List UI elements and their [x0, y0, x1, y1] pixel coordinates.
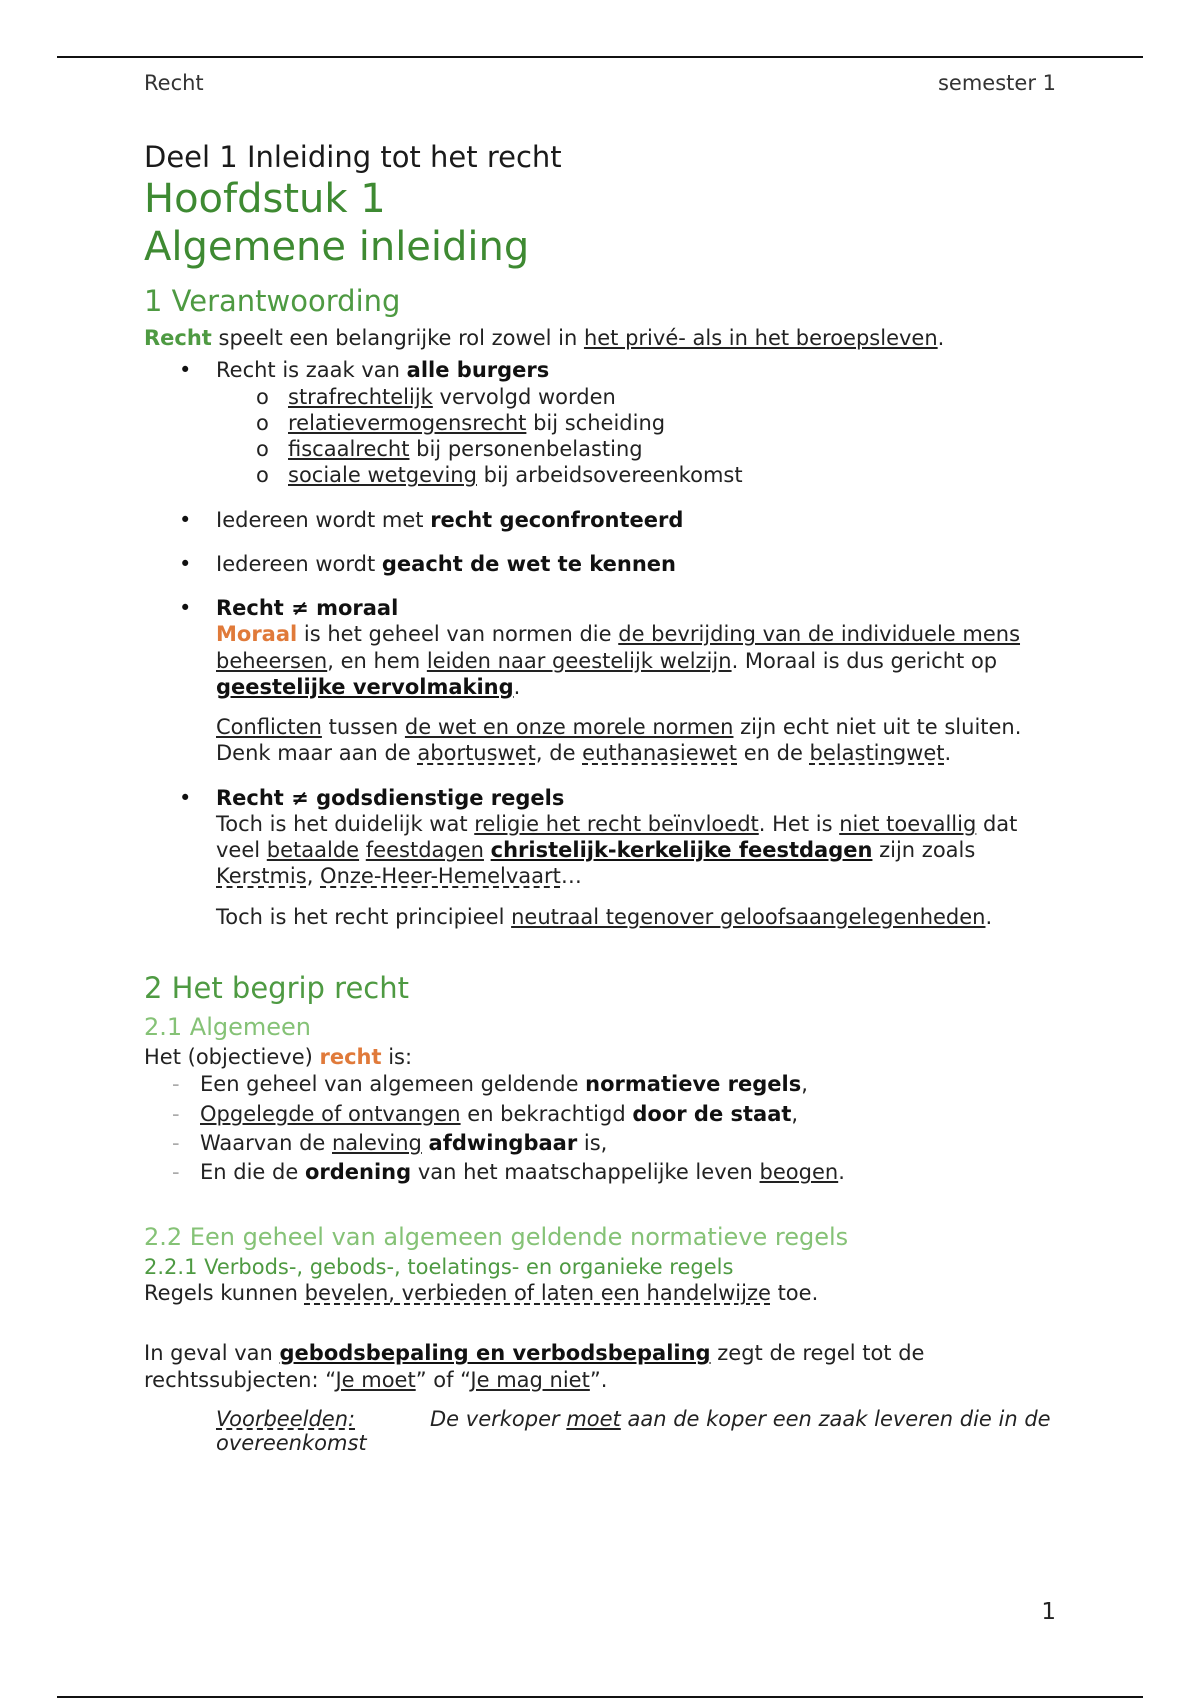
- sub-item: o relatievermogensrecht bij scheiding: [216, 410, 1064, 436]
- bullet-recht-geconfronteerd: • Iedereen wordt met recht geconfronteerd: [144, 507, 1064, 533]
- list-item: - En die de ordening van het maatschappelijke leven beogen.: [144, 1158, 1064, 1187]
- chapter-number: Hoofdstuk 1: [144, 175, 386, 222]
- list-item: - Waarvan de naleving afdwingbaar is,: [144, 1129, 1064, 1158]
- header-right: semester 1: [937, 71, 1056, 95]
- sub-list-burgers: [216, 384, 1064, 489]
- neutraal-paragraph: Toch is het recht principieel neutraal tegenover geloofsaangelegenheden.: [216, 904, 993, 929]
- regels-paragraph: Regels kunnen bevelen, verbieden of laten een handelwijze toe.: [144, 1281, 819, 1306]
- section-2-2-1-title: 2.2.1 Verbods-, gebods-, toelatings- en organieke regels: [144, 1254, 734, 1279]
- section-2-1-title: 2.1 Algemeen: [144, 1013, 312, 1042]
- page-number: 1: [1041, 1599, 1056, 1625]
- list-item: - Een geheel van algemeen geldende normatieve regels,: [144, 1070, 1064, 1099]
- gebodsbepaling-paragraph: In geval van gebodsbepaling en verbodsbepaling zegt de regel tot de rechtssubjecten: “Je moet” of “Je mag niet”.: [144, 1341, 925, 1392]
- section-2-title: 2 Het begrip recht: [144, 970, 409, 1005]
- top-rule: [57, 56, 1143, 58]
- bullet-title: Recht ≠ godsdienstige regels: [216, 785, 565, 810]
- definition-list: [144, 1070, 1064, 1188]
- bullet-wet-kennen: • Iedereen wordt geacht de wet te kennen: [144, 551, 1064, 577]
- bullet-recht-godsdienst: [144, 785, 1064, 930]
- section-2-2-title: 2.2 Een geheel van algemeen geldende normatieve regels: [144, 1222, 849, 1251]
- chapter-title: Algemene inleiding: [144, 223, 530, 270]
- bullet-alle-burgers: • Recht is zaak van alle burgers o strafrechtelijk vervolgd worden o relatievermogensrecht bij scheiding o fiscaalrecht bij personenbelasting o sociale wetgeving bij arbeidsovereenkomst: [144, 357, 1064, 488]
- document-body: [144, 140, 1064, 1455]
- conflicten-paragraph: Conflicten tussen de wet en onze morele normen zijn echt niet uit te sluiten. Denk maar aan de abortuswet, de euthanasiewet en de belastingwet.: [216, 715, 1022, 766]
- part-title: Deel 1 Inleiding tot het recht: [144, 140, 562, 174]
- section-1-bullets: [144, 357, 1064, 930]
- sub-item: o sociale wetgeving bij arbeidsovereenkomst: [216, 462, 1064, 488]
- header-left: Recht: [144, 71, 204, 95]
- bullet-title: Recht ≠ moraal: [216, 596, 399, 621]
- moraal-paragraph: Moraal is het geheel van normen die de bevrijding van de individuele mens beheersen, en hem leiden naar geestelijk welzijn. Moraal is dus gericht op geestelijke vervolmaking.: [216, 622, 1021, 699]
- sub-item: o fiscaalrecht bij personenbelasting: [216, 436, 1064, 462]
- bottom-rule: [57, 1696, 1143, 1698]
- section-1-intro: Recht speelt een belangrijke rol zowel in het privé- als in het beroepsleven.: [144, 326, 945, 351]
- section-2-1-intro: Het (objectieve) recht is:: [144, 1045, 413, 1070]
- bullet-recht-moraal: [144, 595, 1064, 767]
- section-1-title: 1 Verantwoording: [144, 283, 401, 318]
- list-item: - Opgelegde of ontvangen en bekrachtigd door de staat,: [144, 1100, 1064, 1129]
- sub-item: o strafrechtelijk vervolgd worden: [216, 384, 1064, 410]
- example-paragraph: Voorbeelden: De verkoper moet aan de koper een zaak leveren die in de overeenkomst: [216, 1406, 1051, 1455]
- religie-paragraph: Toch is het duidelijk wat religie het recht beïnvloedt. Het is niet toevallig dat veel betaalde feestdagen christelijk-kerkelijke feestdagen zijn zoals Kerstmis, Onze-Heer-Hemelvaart…: [216, 811, 1018, 889]
